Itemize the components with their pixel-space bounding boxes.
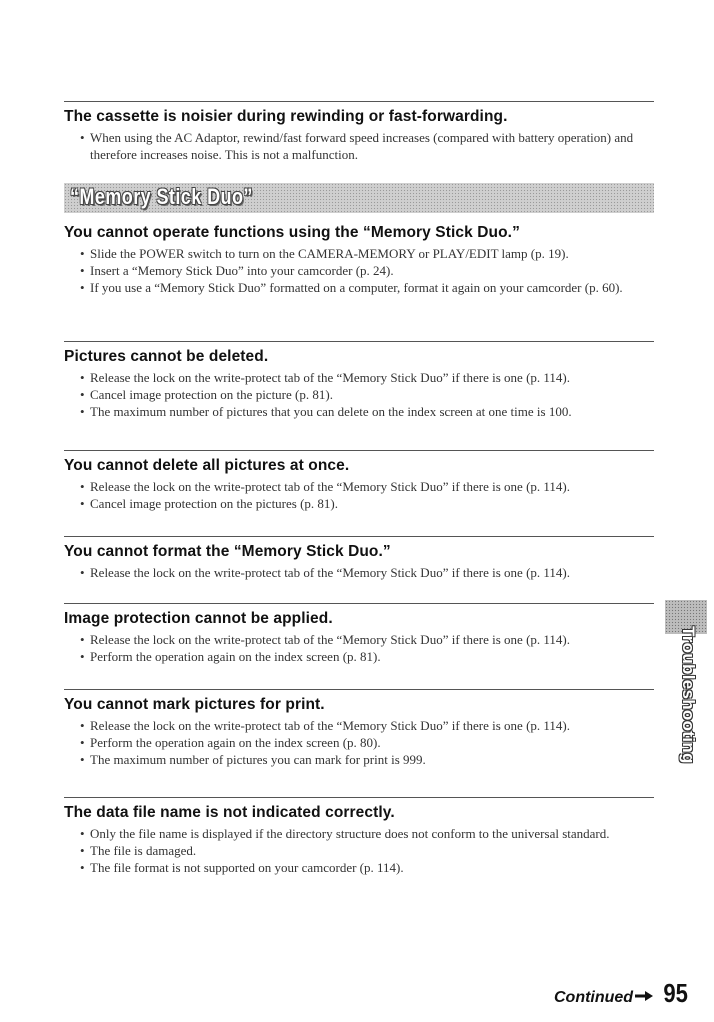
page-number: 95: [663, 978, 688, 1008]
section-divider: [64, 797, 654, 798]
list-item: • If you use a “Memory Stick Duo” formatted on a computer, format it again on your camcorder (p. 60).: [84, 279, 654, 296]
section-heading: The cassette is noisier during rewinding or fast-forwarding.: [64, 108, 508, 125]
list-item: • Release the lock on the write-protect tab of the “Memory Stick Duo” if there is one (p. 114).: [84, 564, 654, 581]
list-item: • Only the file name is displayed if the directory structure does not conform to the universal standard.: [84, 825, 654, 842]
list-item: • Perform the operation again on the index screen (p. 81).: [84, 648, 654, 665]
list-item: • Release the lock on the write-protect tab of the “Memory Stick Duo” if there is one (p. 114).: [84, 478, 654, 495]
section-heading: You cannot delete all pictures at once.: [64, 457, 350, 474]
list-item: • The file format is not supported on your camcorder (p. 114).: [84, 859, 654, 876]
section-pictures-cannot-delete: [64, 341, 654, 420]
list-item: • Insert a “Memory Stick Duo” into your camcorder (p. 24).: [84, 262, 654, 279]
bullet-list: [64, 825, 654, 876]
section-heading: You cannot format the “Memory Stick Duo.”: [64, 543, 391, 560]
bullet-list: [64, 564, 654, 581]
section-divider: [64, 101, 654, 102]
section-divider: [64, 341, 654, 342]
side-tab-label: Troubleshooting: [679, 626, 698, 764]
list-item: • The maximum number of pictures you can mark for print is 999.: [84, 751, 654, 768]
bullet-list: [64, 245, 654, 296]
bullet-list: [64, 129, 654, 163]
section-heading: Pictures cannot be deleted.: [64, 348, 269, 365]
page-footer: [554, 978, 688, 1009]
right-arrow-icon: [635, 991, 653, 1001]
section-delete-all: [64, 450, 654, 512]
section-divider: [64, 603, 654, 604]
continued-label: Continued: [553, 989, 634, 1006]
list-item: • Release the lock on the write-protect tab of the “Memory Stick Duo” if there is one (p. 114).: [84, 631, 654, 648]
section-cannot-format: [64, 536, 654, 581]
list-item: • Perform the operation again on the index screen (p. 80).: [84, 734, 654, 751]
section-divider: [64, 536, 654, 537]
section-heading: The data file name is not indicated correctly.: [64, 804, 395, 821]
list-item: • Release the lock on the write-protect tab of the “Memory Stick Duo” if there is one (p. 114).: [84, 369, 654, 386]
section-image-protection: [64, 603, 654, 665]
section-cassette-noise: [64, 101, 654, 163]
section-data-file-name: [64, 797, 654, 876]
section-divider: [64, 450, 654, 451]
section-heading: Image protection cannot be applied.: [64, 610, 333, 627]
list-item: • The file is damaged.: [84, 842, 654, 859]
list-item: • The maximum number of pictures that you can delete on the index screen at one time is 100.: [84, 403, 654, 420]
banner-title: “Memory Stick Duo”: [70, 184, 253, 209]
list-item: • Slide the POWER switch to turn on the CAMERA-MEMORY or PLAY/EDIT lamp (p. 19).: [84, 245, 654, 262]
bullet-list: [64, 717, 654, 768]
side-tab: [676, 626, 696, 766]
section-divider: [64, 689, 654, 690]
list-item: • Cancel image protection on the picture (p. 81).: [84, 386, 654, 403]
category-banner: [64, 183, 654, 213]
bullet-list: [64, 631, 654, 665]
section-mark-print: [64, 689, 654, 768]
list-item: • When using the AC Adaptor, rewind/fast forward speed increases (compared with battery operation) and therefore increases noise. This is not a malfunction.: [84, 129, 654, 163]
list-item: • Release the lock on the write-protect tab of the “Memory Stick Duo” if there is one (p. 114).: [84, 717, 654, 734]
bullet-list: [64, 478, 654, 512]
section-heading: You cannot operate functions using the “Memory Stick Duo.”: [64, 224, 520, 241]
bullet-list: [64, 369, 654, 420]
list-item: • Cancel image protection on the pictures (p. 81).: [84, 495, 654, 512]
section-heading: You cannot mark pictures for print.: [64, 696, 325, 713]
section-operate-functions: [64, 222, 654, 296]
